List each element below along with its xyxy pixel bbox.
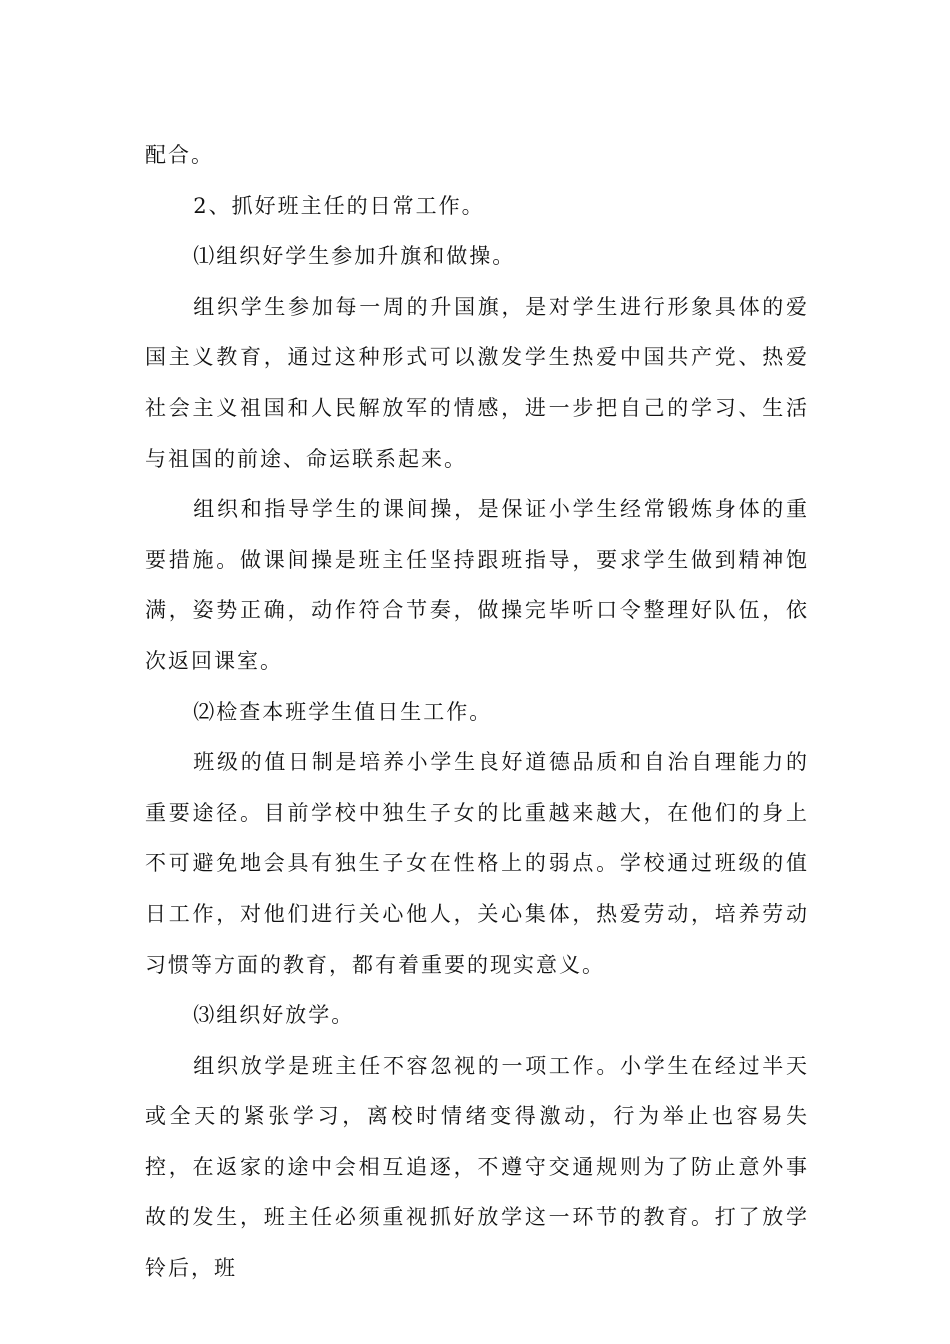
section-heading-daily-work: 2、抓好班主任的日常工作。 <box>193 193 485 218</box>
paragraph-dismissal: 组织放学是班主任不容忽视的一项工作。小学生在经过半天或全天的紧张学习，离校时情绪变得激动，行为举止也容易失控，在返家的途中会相互追逐，不遵守交通规则为了防止意外事故的发生，班主任必须重视抓好放学这一环节的教育。打了放学铃后，班 <box>145 1053 809 1281</box>
subheading-flag-and-exercise: ⑴组织好学生参加升旗和做操。 <box>193 244 516 269</box>
document-body <box>145 130 809 1294</box>
subheading-dismissal: ⑶组织好放学。 <box>193 1003 355 1028</box>
subheading-duty-check: ⑵检查本班学生值日生工作。 <box>193 699 493 724</box>
paragraph-duty-system: 班级的值日制是培养小学生良好道德品质和自治自理能力的重要途径。目前学校中独生子女的比重越来越大，在他们的身上不可避免地会具有独生子女在性格上的弱点。学校通过班级的值日工作，对他们进行关心他人，关心集体，热爱劳动，培养劳动习惯等方面的教育，都有着重要的现实意义。 <box>145 750 809 977</box>
paragraph-exercise: 组织和指导学生的课间操，是保证小学生经常锻炼身体的重要措施。做课间操是班主任坚持跟班指导，要求学生做到精神饱满，姿势正确，动作符合节奏，做操完毕听口令整理好队伍，依次返回课室。 <box>145 497 809 673</box>
paragraph-continuation: 配合。 <box>145 143 214 167</box>
paragraph-flag-raising: 组织学生参加每一周的升国旗，是对学生进行形象具体的爱国主义教育，通过这种形式可以激发学生热爱中国共产党、热爱社会主义祖国和人民解放军的情感，进一步把自己的学习、生活与祖国的前途、命运联系起来。 <box>145 294 809 471</box>
